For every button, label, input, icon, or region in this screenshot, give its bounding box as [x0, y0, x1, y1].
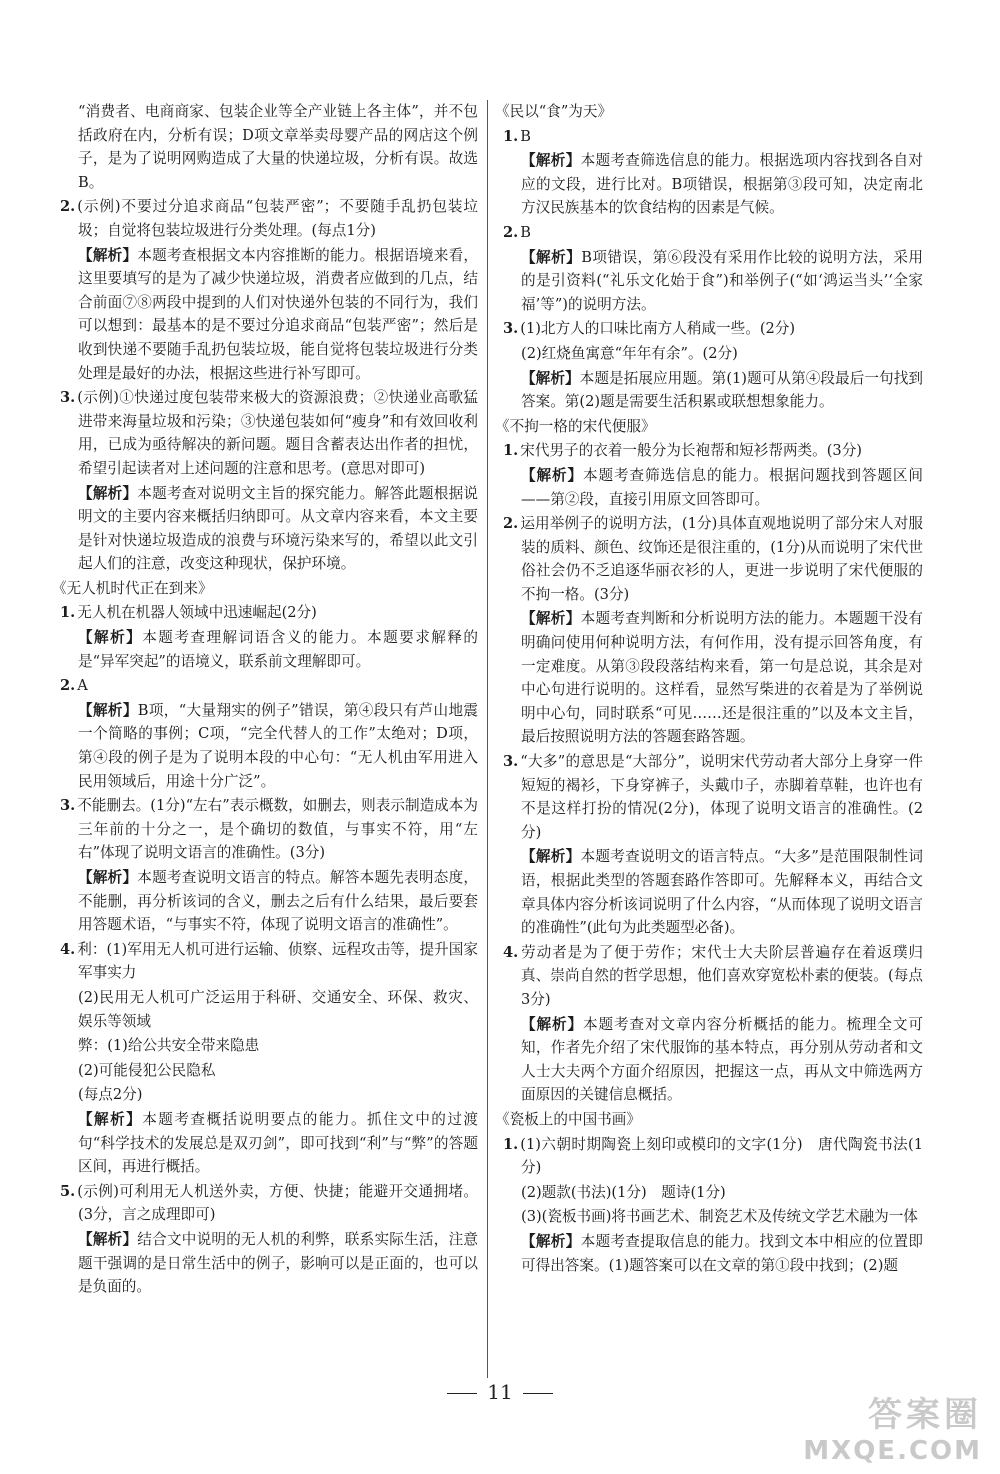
answer-subline: (2)民用无人机可广泛运用于科研、交通安全、环保、救灾、娱乐等领域	[78, 988, 478, 1030]
analysis-tag: 【解析】	[78, 701, 138, 719]
analysis-tag: 【解析】	[521, 152, 581, 170]
answer-subline: (3)(瓷板书画)将书画艺术、制瓷艺术及传统文学艺术融为一体	[521, 1208, 918, 1226]
analysis-text: 本题考查概括说明要点的能力。抓住文中的过渡句“科学技术的发展总是双刃剑”，即可找到“利”与“弊”的答题区间，再进行概括。	[78, 1110, 478, 1176]
analysis-text: 本题是拓展应用题。第(1)题可从第④段最后一句找到答案。第(2)题是需要生活积累或联想想象能力。	[521, 369, 923, 411]
section-title: 《民以“食”为天》	[495, 103, 613, 120]
answer-text: B	[520, 127, 531, 145]
answer-text: 劳动者是为了便于劳作；宋代士大夫阶层普遍存在着返璞归真、崇尚自然的哲学思想，他们喜欢穿宽松朴素的便装。(每点3分)	[520, 943, 923, 1008]
answer-text: 宋代男子的衣着一般分为长袍帮和短衫帮两类。(3分)	[520, 442, 862, 460]
item-number: 2.	[60, 677, 76, 695]
answer-text: (1)北方人的口味比南方人稍咸一些。(2分)	[520, 320, 796, 338]
analysis	[60, 866, 478, 937]
left-column	[52, 100, 478, 1300]
analysis	[60, 244, 478, 386]
analysis-text: 结合文中说明的无人机的利弊，联系实际生活，注意题干强调的是日常生活中的例子，影响可以是正面的，也可以是负面的。	[78, 1230, 478, 1296]
analysis	[503, 464, 923, 511]
answer-subline: (每点2分)	[78, 1086, 143, 1104]
analysis-tag: 【解析】	[521, 466, 583, 484]
section-title: 《瓷板上的中国书画》	[495, 1110, 641, 1128]
analysis	[503, 367, 923, 414]
item-number: 1.	[60, 604, 76, 622]
analysis-text: 本题考查筛选信息的能力。根据问题找到答题区间——第②段，直接引用原文回答即可。	[521, 466, 923, 508]
analysis-text: 本题考查对文章内容分析概括的能力。梳理全文可知，作者先介绍了宋代服饰的基本特点，再分别从劳动者和文人士大夫两个方面介绍原因，把握这一点，再从文中筛选两方面原因的关键信息概括。	[521, 1015, 923, 1104]
analysis-tag: 【解析】	[78, 869, 138, 886]
answer-item	[503, 317, 923, 341]
analysis-text: 本题考查说明文的语言特点。“大多”是范围限制性词语，根据此类型的答题套路作答即可。先解释本义，再结合文章具体内容分析该词说明了什么内容，“从而体现了说明文语言的准确性”(此句为此类题型必备)。	[521, 848, 923, 937]
column-divider	[487, 100, 488, 1378]
answer-item	[60, 1180, 478, 1227]
analysis	[503, 246, 923, 317]
item-number: 1.	[503, 1135, 519, 1153]
item-number: 3.	[503, 753, 519, 771]
item-number: 3.	[503, 320, 519, 338]
analysis-tag: 【解析】	[78, 1110, 143, 1128]
answer-item	[503, 750, 923, 844]
analysis	[503, 1013, 923, 1107]
analysis	[60, 1228, 478, 1299]
section-title: 《不拘一格的宋代便服》	[495, 417, 656, 435]
analysis-text: 本题考查提取信息的能力。找到文本中相应的位置即可得出答案。(1)题答案可以在文章的第①段中找到；(2)题	[521, 1232, 923, 1274]
item-number: 1.	[503, 127, 519, 145]
answer-item	[503, 941, 923, 1012]
item-number: 4.	[503, 943, 519, 961]
analysis-tag: 【解析】	[521, 1232, 581, 1250]
answer-text: A	[77, 677, 88, 695]
item-number: 3.	[60, 797, 76, 815]
item-number: 2.	[60, 198, 76, 216]
answer-item	[503, 125, 923, 149]
answer-text: “大多”的意思是“大部分”，说明宋代劳动者大部分上身穿一件短短的褐衫，下身穿裤子，头戴巾子，赤脚着草鞋，也许也有不是这样打扮的情况(2分)，体现了说明文语言的准确性。(2分)	[520, 753, 923, 841]
analysis-text: B项错误，第⑥段没有采用作比较的说明方法，采用的是引资料(“礼乐文化始于食”)和举例子(“如‘鸿运当头’‘全家福’等”)的说明方法。	[521, 248, 923, 313]
item-number: 1.	[503, 442, 519, 460]
answer-subline: 弊：(1)给公共安全带来隐患	[78, 1037, 260, 1055]
answer-text: 无人机在机器人领域中迅速崛起(2分)	[77, 604, 317, 622]
answer-item	[60, 938, 478, 985]
analysis	[503, 845, 923, 939]
answer-subline: (2)可能侵犯公民隐私	[78, 1061, 216, 1079]
answer-item	[503, 439, 923, 463]
analysis	[60, 1108, 478, 1179]
analysis-tag: 【解析】	[78, 1230, 138, 1248]
analysis-text: 本题考查根据文本内容推断的能力。根据语境来看，这里要填写的是为了减少快递垃圾，消费者应做到的几点，结合前面⑦⑧两段中提到的人们对快递外包装的不同行为，我们可以想到：最基本的是不要过分追求商品“包装严密”；然后是收到快递不要随手乱扔包装垃圾，能自觉将包装垃圾进行分类处理是最好的办法，根据这些进行补写即可。	[78, 246, 478, 382]
answer-text: 运用举例子的说明方法，(1分)具体直观地说明了部分宋人对服装的质料、颜色、纹饰还是很注重的，(1分)从而说明了宋代世俗社会仍不乏追逐华丽衣衫的人，更进一步说明了宋代便服的不拘一格。(3分)	[520, 515, 923, 603]
right-column	[495, 100, 923, 1278]
answer-text: (示例)不要过分追求商品“包装严密”；不要随手乱扔包装垃圾；自觉将包装垃圾进行分类处理。(每点1分)	[77, 198, 478, 239]
answer-text: (示例)可利用无人机送外卖，方便、快捷；能避开交通拥堵。(3分，言之成理即可)	[77, 1182, 478, 1224]
page-number: 11	[487, 1380, 513, 1404]
analysis-tag: 【解析】	[78, 629, 143, 647]
watermark-line2: MXQE.COM	[803, 1436, 982, 1466]
item-number: 2.	[503, 515, 519, 533]
analysis-tag: 【解析】	[521, 610, 581, 628]
analysis-tag: 【解析】	[521, 1015, 583, 1033]
answer-subline: (2)红烧鱼寓意“年年有余”。(2分)	[521, 344, 738, 362]
item-number: 5.	[60, 1182, 76, 1200]
answer-text: (1)六朝时期陶瓷上刻印或模印的文字(1分) 唐代陶瓷书法(1分)	[520, 1135, 923, 1177]
answer-text: B	[520, 223, 531, 241]
analysis-tag: 【解析】	[521, 369, 580, 387]
analysis-tag: 【解析】	[78, 484, 138, 502]
analysis-tag: 【解析】	[78, 246, 138, 264]
answer-subline: (2)题款(书法)(1分) 题诗(1分)	[521, 1183, 726, 1201]
answer-text: (示例)①快递过度包装带来极大的资源浪费；②快递业高歌猛进带来海量垃圾和污染；③快递包装如何“瘦身”和有效回收利用，已成为亟待解决的新问题。题目含蓄表达出作者的担忧，希望引起读者对上述问题的注意和思考。(意思对即可)	[77, 389, 478, 477]
analysis-text: B项，“大量翔实的例子”错误，第④段只有芦山地震一个简略的事例；C项，“完全代替人的工作”太绝对；D项，第④段的例子是为了说明本段的中心句：“无人机由军用进入民用领域后，用途十分广泛”。	[78, 701, 478, 790]
analysis-text: 本题考查筛选信息的能力。根据选项内容找到各自对应的文段，进行比对。B项错误，根据第③段可知，决定南北方汉民族基本的饮食结构的因素是气候。	[521, 152, 923, 217]
footer-dash-right	[523, 1393, 553, 1394]
watermark-logo	[803, 1387, 982, 1466]
analysis	[60, 626, 478, 673]
analysis	[503, 149, 923, 220]
answer-item	[60, 794, 478, 865]
answer-text: 不能删去。(1分)“左右”表示概数，如删去，则表示制造成本为三年前的十分之一，是个确切的数值，与事实不符，用“左右”体现了说明文语言的准确性。(3分)	[77, 797, 478, 862]
answer-item	[503, 1133, 923, 1180]
analysis	[503, 1230, 923, 1277]
analysis-tag: 【解析】	[521, 248, 582, 266]
answer-item	[503, 512, 923, 606]
footer-dash-left	[447, 1393, 477, 1394]
analysis	[60, 482, 478, 576]
answer-item	[60, 386, 478, 480]
answer-item	[60, 601, 478, 625]
item-number: 2.	[503, 223, 519, 241]
analysis-text: 本题考查对说明文主旨的探究能力。解答此题根据说明文的主要内容来概括归纳即可。从文章内容来看，本文主要是针对快递垃圾造成的浪费与环境污染来写的，希望以此文引起人们的注意，改变这种现状，保护环境。	[78, 484, 478, 573]
analysis	[60, 699, 478, 793]
answer-item	[60, 674, 478, 698]
answer-item	[60, 195, 478, 242]
answer-text: 利：(1)军用无人机可进行运输、侦察、远程攻击等，提升国家军事实力	[77, 940, 478, 982]
analysis-text: 本题考查判断和分析说明方法的能力。本题题干没有明确问使用何种说明方法，有何作用，没有提示回答角度，有一定难度。从第③段段落结构来看，第一句是总说，其余是对中心句进行说明的。这样看，显然写柴进的衣着是为了举例说明中心句，同时联系“可见……还是很注重的”以及本文主旨，最后按照说明方法的答题套路答题。	[521, 610, 923, 746]
answer-item	[503, 221, 923, 245]
analysis	[503, 607, 923, 749]
item-number: 3.	[60, 389, 76, 407]
item-number: 4.	[60, 940, 76, 958]
watermark-line1: 答案圈	[868, 1395, 982, 1435]
section-title: 《无人机时代正在到来》	[52, 579, 213, 597]
analysis-text: 本题考查理解词语含义的能力。本题要求解释的是“异军突起”的语境义，联系前文理解即可。	[78, 629, 478, 670]
answer-continuation: “消费者、电商商家、包装企业等全产业链上各主体”，并不包括政府在内，分析有误；D项文章举卖母婴产品的网店这个例子，是为了说明网购造成了大量的快递垃圾，分析有误。故选B。	[78, 103, 478, 191]
analysis-tag: 【解析】	[521, 848, 581, 866]
analysis-text: 本题考查说明文语言的特点。解答本题先表明态度，不能删，再分析该词的含义，删去之后有什么结果，最后要套用答题术语，“与事实不符，体现了说明文语言的准确性”。	[78, 869, 478, 934]
